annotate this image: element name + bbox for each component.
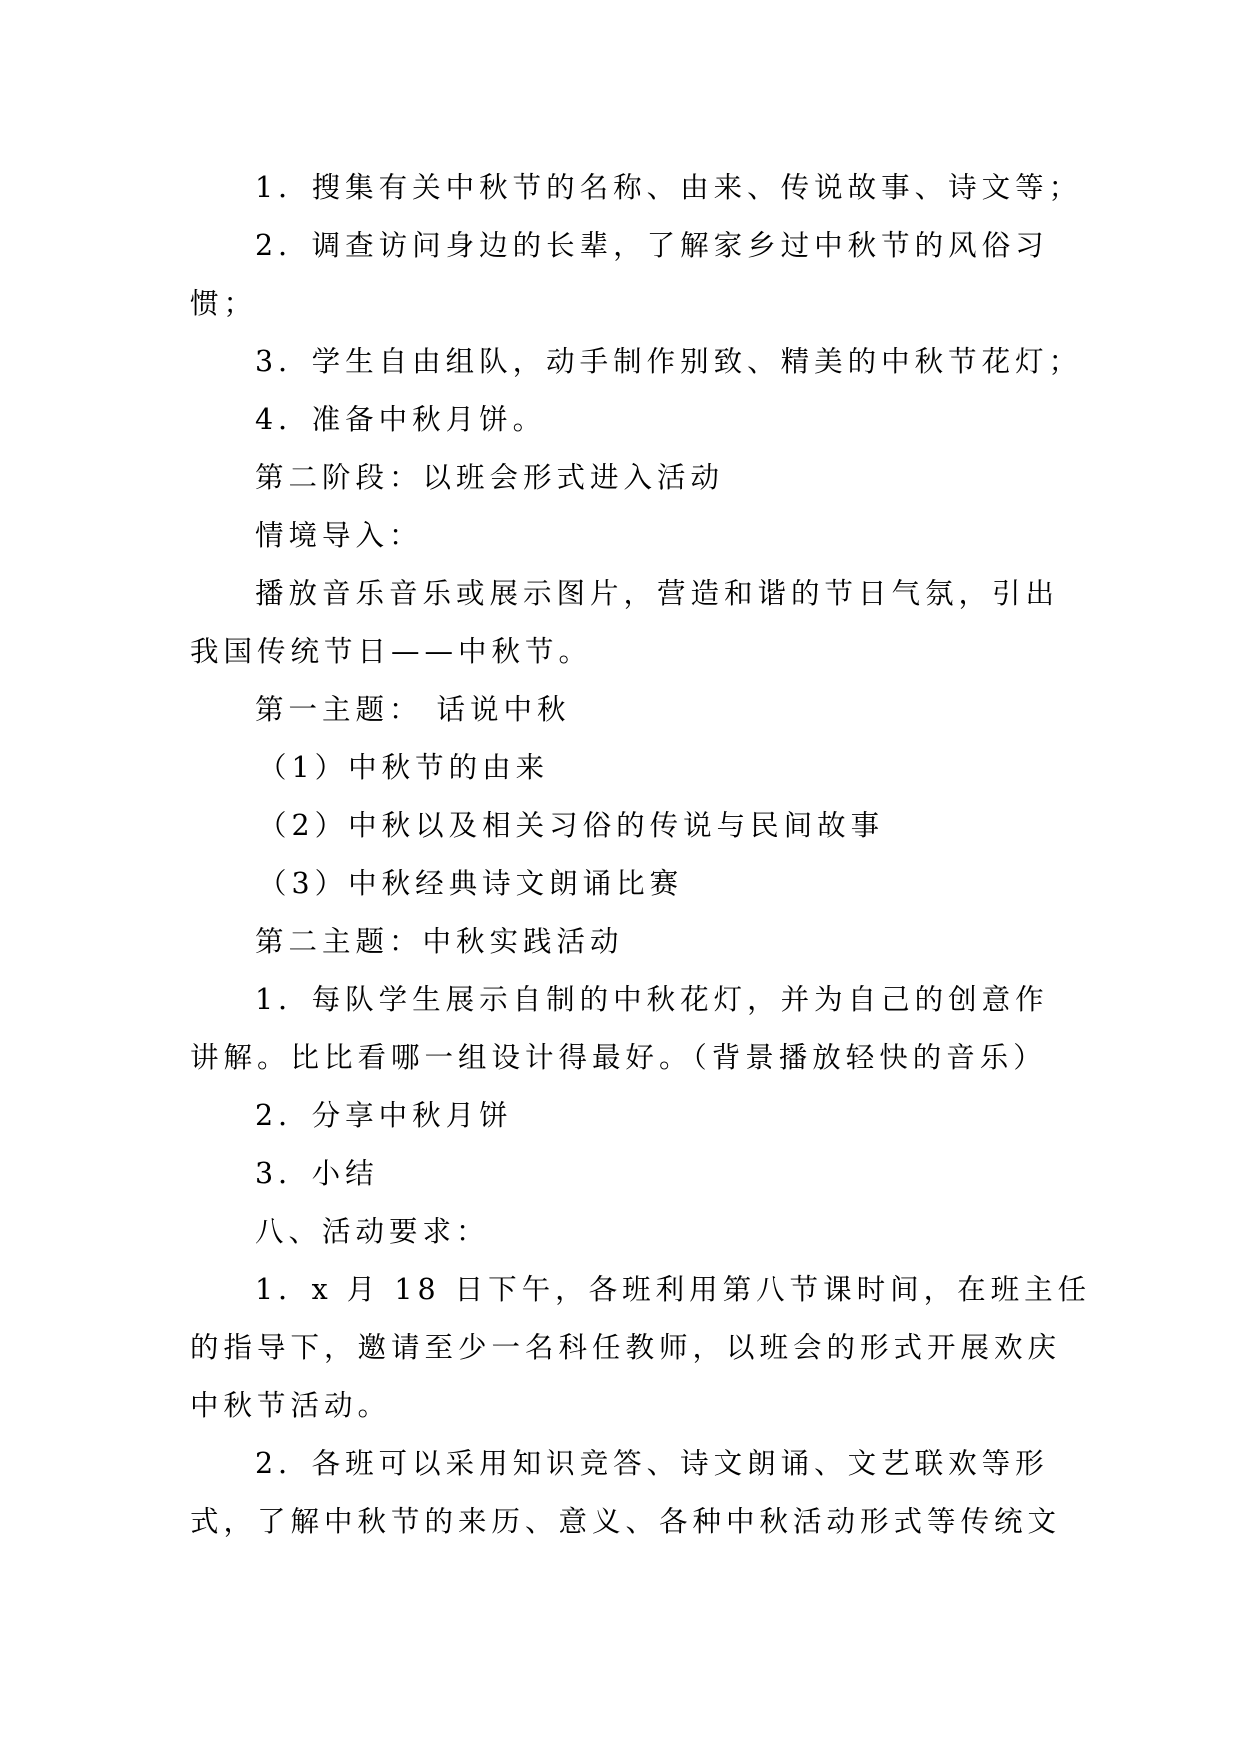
paragraph-line: 中秋节活动。 [190,1389,392,1422]
list-item: （2）中秋以及相关习俗的传说与民间故事 [258,809,885,842]
paragraph-line: 3．小结 [255,1157,379,1190]
paragraph-line: 2．各班可以采用知识竞答、诗文朗诵、文艺联欢等形 [255,1447,1049,1480]
section-heading: 第二主题：中秋实践活动 [255,925,624,958]
paragraph-line: 4．准备中秋月饼。 [255,403,547,436]
list-item: （3）中秋经典诗文朗诵比赛 [258,867,684,900]
paragraph-line: 的指导下，邀请至少一名科任教师，以班会的形式开展欢庆 [190,1331,1062,1364]
list-item: （1）中秋节的由来 [258,751,550,784]
paragraph-line: 1．x 月 18 日下午，各班利用第八节课时间，在班主任 [255,1273,1092,1306]
paragraph-line: 2．分享中秋月饼 [255,1099,513,1132]
paragraph-line: 1．每队学生展示自制的中秋花灯，并为自己的创意作 [255,983,1049,1016]
section-heading: 第二阶段：以班会形式进入活动 [255,461,725,494]
paragraph-line: 我国传统节日——中秋节。 [190,635,593,668]
paragraph-line: 1．搜集有关中秋节的名称、由来、传说故事、诗文等； [255,171,1083,204]
section-heading: 第一主题： 话说中秋 [255,693,571,726]
paragraph-line: 3．学生自由组队，动手制作别致、精美的中秋节花灯； [255,345,1083,378]
section-heading: 八、活动要求： [255,1215,490,1248]
paragraph-line: 播放音乐音乐或展示图片，营造和谐的节日气氛，引出 [255,577,1060,610]
paragraph-line: 讲解。比比看哪一组设计得最好。（背景播放轻快的音乐） [190,1041,1047,1074]
paragraph-line: 式，了解中秋节的来历、意义、各种中秋活动形式等传统文 [190,1505,1062,1538]
section-heading: 情境导入： [255,519,423,552]
paragraph-line: 惯； [190,287,258,320]
paragraph-line: 2．调查访问身边的长辈，了解家乡过中秋节的风俗习 [255,229,1049,262]
